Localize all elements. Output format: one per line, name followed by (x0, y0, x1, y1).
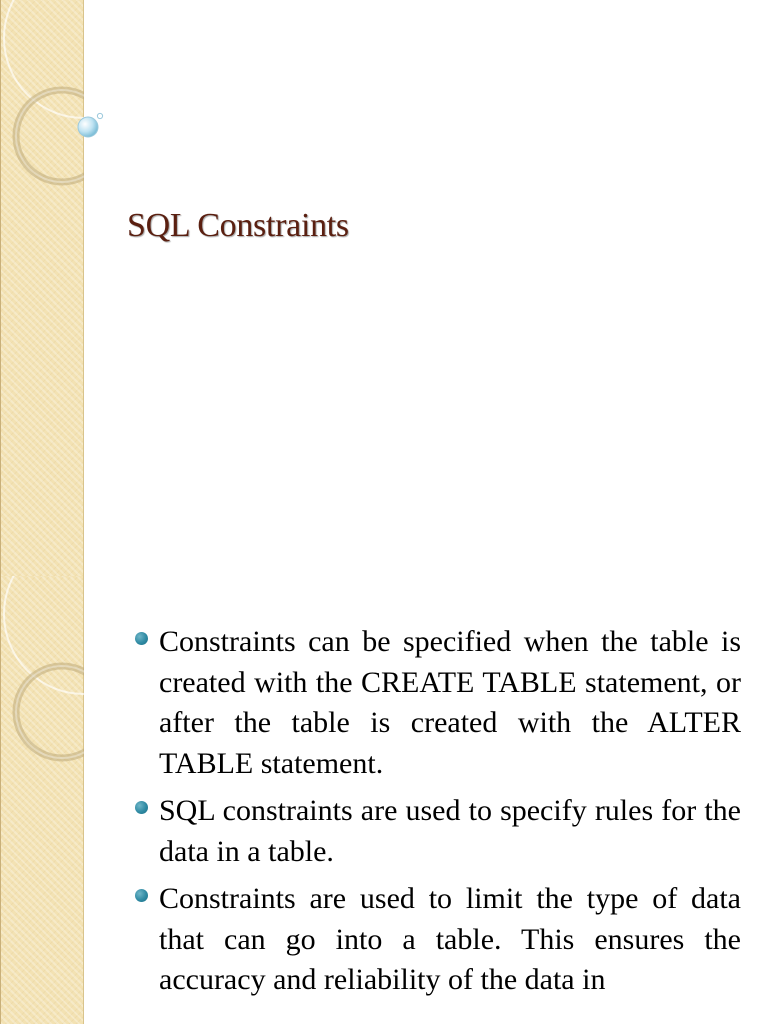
bullet-icon (135, 632, 148, 645)
bullet-text: Constraints are used to limit the type of data that can go into a table. This ensures the accuracy and reliability of the data in (159, 882, 741, 996)
slide-content (0, 576, 768, 1024)
bullet-item (0, 879, 768, 1001)
decorative-circles (0, 0, 84, 576)
bullet-item (0, 622, 768, 784)
bullet-item (0, 791, 768, 872)
bullet-icon (135, 889, 148, 902)
bullet-text: Constraints can be specified when the table is created with the CREATE TABLE statement, or after the table is created with the ALTER TABLE statement. (159, 625, 741, 780)
slide-title-text: SQL Constraints (127, 207, 349, 244)
bullet-text: SQL constraints are used to specify rules for the data in a table. (159, 794, 741, 868)
bullet-icon (135, 801, 148, 814)
bubble-icon (74, 108, 106, 140)
circle-ornament-icon (0, 0, 84, 576)
bullet-list (0, 622, 768, 1008)
